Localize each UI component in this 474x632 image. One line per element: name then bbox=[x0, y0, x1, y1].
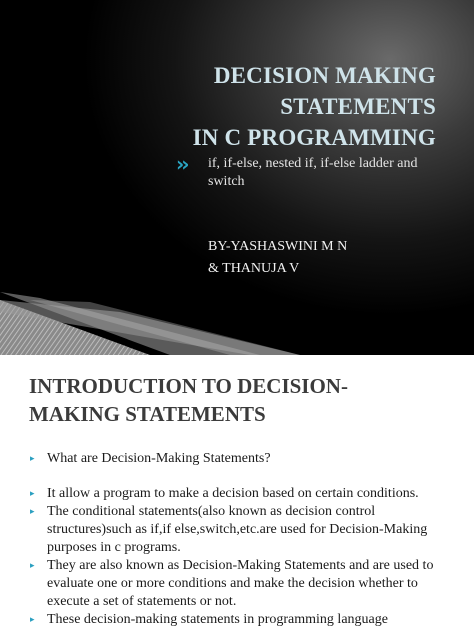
triangle-right-icon: ▸ bbox=[30, 489, 35, 499]
list-item bbox=[30, 503, 455, 557]
triangle-right-icon: ▸ bbox=[30, 615, 35, 625]
list-item bbox=[30, 557, 455, 611]
bullet-text: These decision-making statements in programming language bbox=[47, 612, 388, 627]
bullet-text: They are also known as Decision-Making Statements and are used to evaluate one or more conditions and make the decision whether to execute a set of statements or not. bbox=[47, 558, 434, 609]
title-line-2: STATEMENTS bbox=[280, 94, 436, 119]
bullet-text: It allow a program to make a decision based on certain conditions. bbox=[47, 486, 419, 501]
triangle-right-icon: ▸ bbox=[30, 507, 35, 517]
triangle-right-icon: ▸ bbox=[30, 454, 35, 464]
bullet-text: The conditional statements(also known as decision control structures)such as if,if else,switch,etc.are used for Decision-Making purposes in c programs. bbox=[47, 504, 428, 555]
author-line-1: BY-YASHASWINI M N bbox=[208, 239, 348, 254]
slide-heading bbox=[29, 372, 449, 428]
triangle-right-icon: ▸ bbox=[30, 561, 35, 571]
heading-line-2: MAKING STATEMENTS bbox=[29, 402, 266, 426]
subtitle: if, if-else, nested if, if-else ladder and switch bbox=[208, 156, 418, 189]
list-item bbox=[30, 485, 455, 503]
bullet-text: What are Decision-Making Statements? bbox=[47, 451, 271, 466]
author-line-2: & THANUJA V bbox=[208, 261, 300, 276]
bullet-list bbox=[30, 450, 455, 629]
title-line-1: DECISION MAKING bbox=[213, 63, 436, 88]
title-line-3: IN C PROGRAMMING bbox=[192, 125, 436, 150]
presentation-title bbox=[193, 60, 436, 153]
list-item bbox=[30, 611, 455, 629]
double-chevron-right-icon: ›› bbox=[176, 152, 187, 176]
introduction-slide bbox=[0, 356, 474, 632]
heading-line-1: INTRODUCTION TO DECISION- bbox=[29, 374, 348, 398]
list-item bbox=[30, 450, 455, 468]
author-block bbox=[208, 236, 347, 280]
